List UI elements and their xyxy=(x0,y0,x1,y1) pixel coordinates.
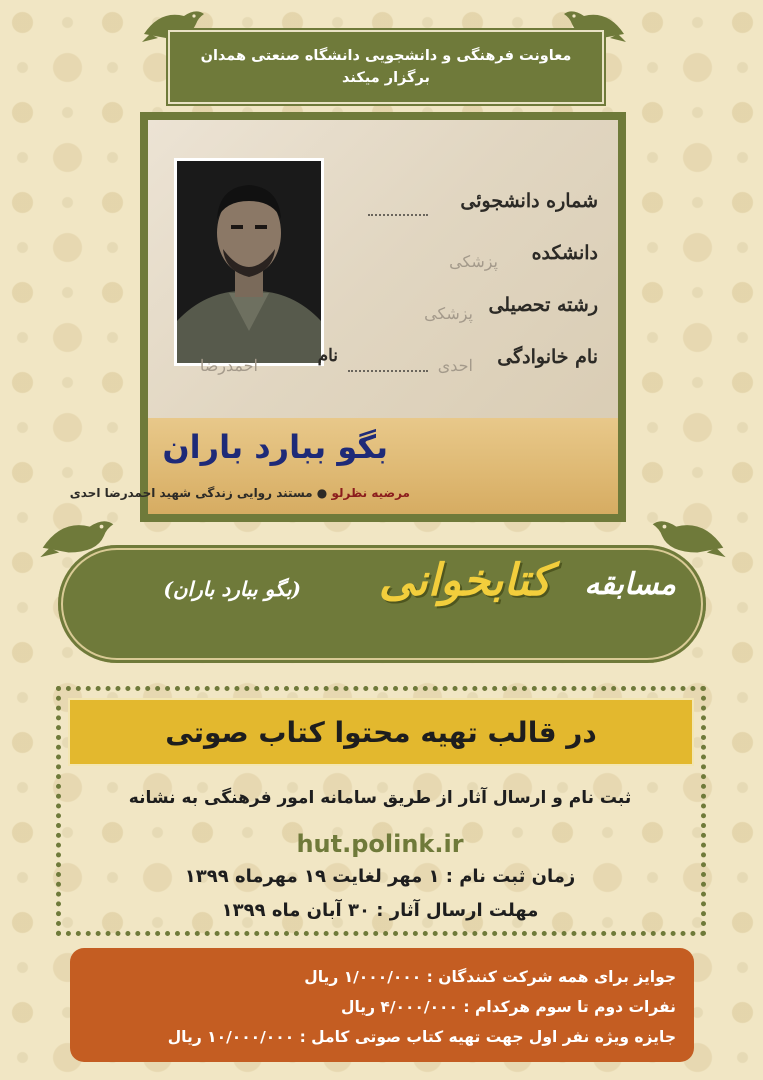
book-reading-word: کتابخوانی xyxy=(378,555,551,606)
major-value: پزشکی xyxy=(424,304,473,323)
format-box: در قالب تهیه محتوا کتاب صوتی xyxy=(68,698,694,766)
contest-word: مسابقه xyxy=(584,567,676,602)
book-title: بگو ببارد باران xyxy=(162,428,388,466)
prize-all-participants: جوایز برای همه شرکت کنندگان : ۱/۰۰۰/۰۰۰ ریال xyxy=(304,968,676,986)
family-name-label: نام خانوادگی xyxy=(497,346,598,368)
first-name-value: احمدرضا xyxy=(199,356,258,375)
major-label: رشته تحصیلی xyxy=(488,294,598,316)
faculty-value: پزشکی xyxy=(449,252,498,271)
registration-url[interactable]: hut.polink.ir xyxy=(296,830,464,858)
author-name: مرضیه نظرلو xyxy=(331,486,410,500)
book-subtitle: مستند روایی زندگی شهید احمدرضا احدی xyxy=(69,486,313,500)
separator-dot: ● xyxy=(316,486,328,500)
first-name-label: نام xyxy=(317,346,338,366)
family-name-value: احدی xyxy=(437,356,473,375)
prizes-box xyxy=(70,948,694,1062)
book-credit xyxy=(70,486,410,500)
organizer-name: معاونت فرهنگی و دانشجویی دانشگاه صنعتی همدان xyxy=(200,48,572,64)
organizer-header xyxy=(168,30,604,104)
faculty-label: دانشکده xyxy=(531,242,598,264)
student-number-label: شماره دانشجوئی xyxy=(460,190,598,212)
registration-time: زمان ثبت نام : ۱ مهر لغایت ۱۹ مهرماه ۱۳۹۹ xyxy=(184,866,576,887)
organizer-subtitle: برگزار میکند xyxy=(342,70,430,86)
submission-deadline: مهلت ارسال آثار : ۳۰ آبان ماه ۱۳۹۹ xyxy=(221,900,539,921)
contest-book-name: (بگو ببارد باران) xyxy=(163,577,301,601)
id-card-form xyxy=(178,180,598,388)
cover-title-band xyxy=(69,418,618,514)
registration-text: ثبت نام و ارسال آثار از طریق سامانه امور فرهنگی به نشانه xyxy=(128,788,632,808)
prize-first-special: جایزه ویژه نفر اول جهت تهیه کتاب صوتی کامل : ۱۰/۰۰۰/۰۰۰ ریال xyxy=(167,1028,676,1046)
book-cover xyxy=(69,120,618,514)
contest-title-banner xyxy=(58,545,706,663)
prize-second-third: نفرات دوم تا سوم هرکدام : ۴/۰۰۰/۰۰۰ ریال xyxy=(341,998,676,1016)
book-cover-frame xyxy=(69,112,626,522)
